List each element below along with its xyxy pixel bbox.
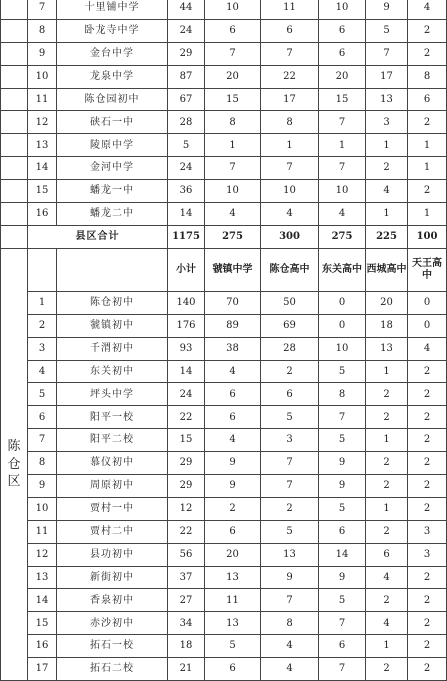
value-cell: 22 (261, 65, 319, 88)
value-cell: 2 (366, 475, 408, 498)
value-cell: 1 (366, 134, 408, 157)
value-cell: 4 (408, 0, 447, 19)
row-number-cell: 7 (28, 429, 57, 452)
row-number-cell: 4 (28, 360, 57, 383)
value-cell: 5 (319, 589, 366, 612)
total-label-cell: 县区合计 (28, 225, 168, 248)
blank-cell (1, 111, 28, 134)
value-cell: 1 (408, 134, 447, 157)
value-cell: 2 (366, 406, 408, 429)
value-cell: 1 (408, 203, 447, 226)
table-row (1, 429, 447, 452)
table-row (1, 452, 447, 475)
value-cell: 6 (205, 406, 261, 429)
value-cell: 17 (366, 65, 408, 88)
value-cell: 4 (366, 180, 408, 203)
school-name-cell: 陈仓初中 (57, 291, 168, 314)
value-cell: 15 (319, 88, 366, 111)
region-cell: 陈 仓 区 (1, 248, 28, 680)
value-cell: 37 (168, 566, 205, 589)
value-cell: 1 (408, 157, 447, 180)
school-name-cell: 蟠龙一中 (57, 180, 168, 203)
value-cell: 22 (168, 406, 205, 429)
value-cell: 4 (205, 203, 261, 226)
value-cell: 28 (168, 111, 205, 134)
value-cell: 2 (408, 429, 447, 452)
value-cell: 176 (168, 314, 205, 337)
value-cell: 14 (319, 543, 366, 566)
value-cell: 0 (319, 314, 366, 337)
table-row (1, 566, 447, 589)
table-row (1, 406, 447, 429)
value-cell: 7 (261, 42, 319, 65)
school-name-cell: 坪头中学 (57, 383, 168, 406)
value-cell: 2 (408, 475, 447, 498)
row-number-cell: 17 (28, 658, 57, 681)
value-cell: 5 (205, 635, 261, 658)
value-cell: 2 (408, 383, 447, 406)
value-cell: 2 (366, 383, 408, 406)
value-cell: 29 (168, 452, 205, 475)
value-cell: 13 (366, 88, 408, 111)
row-number-cell: 3 (28, 337, 57, 360)
blank-cell (1, 88, 28, 111)
total-value-cell: 100 (408, 225, 447, 248)
table-row (1, 157, 447, 180)
table-row (1, 88, 447, 111)
value-cell: 5 (366, 19, 408, 42)
school-name-cell: 县功初中 (57, 543, 168, 566)
value-cell: 8 (261, 612, 319, 635)
school-name-cell: 阳平二校 (57, 429, 168, 452)
value-cell: 14 (168, 360, 205, 383)
value-cell: 8 (319, 383, 366, 406)
value-cell: 27 (168, 589, 205, 612)
value-cell: 9 (319, 452, 366, 475)
school-name-cell: 拓石一校 (57, 635, 168, 658)
blank-cell (1, 203, 28, 226)
total-value-cell: 225 (366, 225, 408, 248)
total-row (1, 225, 447, 248)
value-cell: 0 (408, 291, 447, 314)
value-cell: 2 (408, 452, 447, 475)
total-value-cell: 275 (205, 225, 261, 248)
value-cell: 1 (366, 429, 408, 452)
school-name-cell: 十里铺中学 (57, 0, 168, 19)
value-cell: 1 (366, 497, 408, 520)
value-cell: 6 (366, 543, 408, 566)
row-number-cell: 8 (28, 452, 57, 475)
value-cell: 18 (366, 314, 408, 337)
row-number-cell: 8 (28, 19, 57, 42)
value-cell: 9 (205, 452, 261, 475)
value-cell: 6 (205, 383, 261, 406)
value-cell: 2 (408, 589, 447, 612)
value-cell: 13 (261, 543, 319, 566)
value-cell: 0 (319, 291, 366, 314)
value-cell: 5 (319, 360, 366, 383)
table-row (1, 111, 447, 134)
value-cell: 2 (408, 658, 447, 681)
value-cell: 5 (261, 520, 319, 543)
value-cell: 4 (205, 360, 261, 383)
column-header-cell: 西城高中 (366, 248, 408, 291)
value-cell: 7 (319, 658, 366, 681)
table-row (1, 203, 447, 226)
value-cell: 6 (205, 19, 261, 42)
row-number-cell: 5 (28, 383, 57, 406)
value-cell: 13 (205, 566, 261, 589)
blank-header-cell (57, 248, 168, 291)
value-cell: 9 (366, 0, 408, 19)
value-cell: 2 (261, 360, 319, 383)
school-name-cell: 新街初中 (57, 566, 168, 589)
value-cell: 24 (168, 383, 205, 406)
value-cell: 6 (205, 520, 261, 543)
value-cell: 22 (168, 520, 205, 543)
value-cell: 24 (168, 157, 205, 180)
value-cell: 10 (205, 0, 261, 19)
value-cell: 89 (205, 314, 261, 337)
column-header-cell: 陈仓高中 (261, 248, 319, 291)
row-number-cell: 13 (28, 134, 57, 157)
value-cell: 2 (408, 180, 447, 203)
value-cell: 2 (366, 658, 408, 681)
value-cell: 5 (261, 406, 319, 429)
value-cell: 44 (168, 0, 205, 19)
value-cell: 0 (408, 314, 447, 337)
row-number-cell: 12 (28, 543, 57, 566)
value-cell: 18 (168, 635, 205, 658)
column-header-cell: 东关高中 (319, 248, 366, 291)
row-number-cell: 16 (28, 635, 57, 658)
value-cell: 2 (408, 612, 447, 635)
value-cell: 93 (168, 337, 205, 360)
value-cell: 2 (408, 566, 447, 589)
value-cell: 36 (168, 180, 205, 203)
table-row (1, 612, 447, 635)
table-row (1, 42, 447, 65)
school-name-cell: 金台中学 (57, 42, 168, 65)
row-number-cell: 14 (28, 589, 57, 612)
value-cell: 4 (319, 203, 366, 226)
value-cell: 6 (319, 42, 366, 65)
value-cell: 20 (205, 543, 261, 566)
value-cell: 7 (366, 42, 408, 65)
value-cell: 4 (261, 203, 319, 226)
value-cell: 2 (408, 406, 447, 429)
value-cell: 24 (168, 19, 205, 42)
value-cell: 17 (261, 88, 319, 111)
value-cell: 4 (366, 566, 408, 589)
table-row (1, 589, 447, 612)
value-cell: 20 (366, 291, 408, 314)
column-header-cell: 天王高中 (408, 248, 447, 291)
row-number-cell: 14 (28, 157, 57, 180)
school-name-cell: 阳平一校 (57, 406, 168, 429)
table-row (1, 383, 447, 406)
value-cell: 69 (261, 314, 319, 337)
value-cell: 1 (319, 134, 366, 157)
total-value-cell: 300 (261, 225, 319, 248)
value-cell: 87 (168, 65, 205, 88)
value-cell: 20 (205, 65, 261, 88)
school-name-cell: 拓石二校 (57, 658, 168, 681)
value-cell: 1 (205, 134, 261, 157)
value-cell: 10 (205, 180, 261, 203)
table-row (1, 543, 447, 566)
value-cell: 34 (168, 612, 205, 635)
value-cell: 6 (408, 88, 447, 111)
header-row (1, 248, 447, 291)
total-value-cell: 1175 (168, 225, 205, 248)
value-cell: 10 (319, 180, 366, 203)
value-cell: 2 (408, 497, 447, 520)
table-row (1, 0, 447, 19)
blank-cell (1, 42, 28, 65)
value-cell: 11 (261, 0, 319, 19)
row-number-cell: 16 (28, 203, 57, 226)
table-row (1, 635, 447, 658)
row-number-cell: 1 (28, 291, 57, 314)
table-row (1, 497, 447, 520)
school-name-cell: 贾村一中 (57, 497, 168, 520)
value-cell: 1 (366, 360, 408, 383)
value-cell: 7 (319, 157, 366, 180)
value-cell: 3 (408, 520, 447, 543)
school-name-cell: 陈仓园初中 (57, 88, 168, 111)
table-row (1, 520, 447, 543)
blank-header-cell (28, 248, 57, 291)
value-cell: 6 (319, 635, 366, 658)
school-name-cell: 陵原中学 (57, 134, 168, 157)
blank-cell (1, 134, 28, 157)
value-cell: 21 (168, 658, 205, 681)
blank-cell (1, 180, 28, 203)
row-number-cell: 11 (28, 520, 57, 543)
school-name-cell: 蟠龙二中 (57, 203, 168, 226)
value-cell: 2 (408, 635, 447, 658)
school-name-cell: 周原初中 (57, 475, 168, 498)
value-cell: 7 (261, 157, 319, 180)
value-cell: 2 (408, 360, 447, 383)
school-name-cell: 赤沙初中 (57, 612, 168, 635)
value-cell: 13 (205, 612, 261, 635)
value-cell: 2 (408, 19, 447, 42)
value-cell: 9 (319, 475, 366, 498)
value-cell: 2 (408, 111, 447, 134)
table-row (1, 65, 447, 88)
value-cell: 56 (168, 543, 205, 566)
value-cell: 20 (319, 65, 366, 88)
row-number-cell: 6 (28, 406, 57, 429)
row-number-cell: 9 (28, 475, 57, 498)
value-cell: 38 (205, 337, 261, 360)
value-cell: 7 (261, 452, 319, 475)
value-cell: 8 (261, 111, 319, 134)
school-name-cell: 卧龙寺中学 (57, 19, 168, 42)
row-number-cell: 2 (28, 314, 57, 337)
value-cell: 7 (205, 157, 261, 180)
blank-cell (1, 19, 28, 42)
school-name-cell: 虢镇初中 (57, 314, 168, 337)
school-name-cell: 东关初中 (57, 360, 168, 383)
value-cell: 9 (319, 566, 366, 589)
row-number-cell: 15 (28, 612, 57, 635)
blank-cell (1, 157, 28, 180)
value-cell: 28 (261, 337, 319, 360)
value-cell: 10 (261, 180, 319, 203)
value-cell: 1 (366, 635, 408, 658)
value-cell: 2 (366, 589, 408, 612)
row-number-cell: 11 (28, 88, 57, 111)
row-number-cell: 7 (28, 0, 57, 19)
value-cell: 2 (408, 42, 447, 65)
table-row (1, 360, 447, 383)
school-name-cell: 贾村二中 (57, 520, 168, 543)
value-cell: 70 (205, 291, 261, 314)
school-name-cell: 慕仪初中 (57, 452, 168, 475)
value-cell: 10 (319, 0, 366, 19)
value-cell: 2 (205, 497, 261, 520)
value-cell: 29 (168, 475, 205, 498)
value-cell: 3 (408, 543, 447, 566)
school-name-cell: 千渭初中 (57, 337, 168, 360)
value-cell: 140 (168, 291, 205, 314)
value-cell: 2 (366, 452, 408, 475)
value-cell: 7 (205, 42, 261, 65)
value-cell: 4 (261, 658, 319, 681)
total-value-cell: 275 (319, 225, 366, 248)
blank-cell (1, 65, 28, 88)
value-cell: 5 (319, 429, 366, 452)
value-cell: 13 (366, 337, 408, 360)
value-cell: 10 (319, 337, 366, 360)
value-cell: 5 (319, 497, 366, 520)
value-cell: 11 (205, 589, 261, 612)
value-cell: 4 (366, 612, 408, 635)
blank-cell (1, 225, 28, 248)
row-number-cell: 9 (28, 42, 57, 65)
value-cell: 4 (205, 429, 261, 452)
row-number-cell: 12 (28, 111, 57, 134)
table-row (1, 180, 447, 203)
value-cell: 7 (261, 589, 319, 612)
value-cell: 2 (366, 520, 408, 543)
value-cell: 1 (366, 203, 408, 226)
school-name-cell: 硖石一中 (57, 111, 168, 134)
school-name-cell: 香泉初中 (57, 589, 168, 612)
value-cell: 6 (319, 520, 366, 543)
table-row (1, 475, 447, 498)
value-cell: 6 (261, 383, 319, 406)
row-number-cell: 10 (28, 65, 57, 88)
column-header-cell: 虢镇中学 (205, 248, 261, 291)
value-cell: 9 (205, 475, 261, 498)
blank-cell (1, 0, 28, 19)
table-row (1, 658, 447, 681)
value-cell: 3 (366, 111, 408, 134)
value-cell: 15 (168, 429, 205, 452)
value-cell: 2 (366, 157, 408, 180)
value-cell: 5 (168, 134, 205, 157)
value-cell: 7 (319, 612, 366, 635)
table-row (1, 314, 447, 337)
table-row (1, 19, 447, 42)
row-number-cell: 13 (28, 566, 57, 589)
value-cell: 6 (205, 658, 261, 681)
school-name-cell: 金河中学 (57, 157, 168, 180)
value-cell: 15 (205, 88, 261, 111)
value-cell: 14 (168, 203, 205, 226)
value-cell: 1 (261, 134, 319, 157)
value-cell: 12 (168, 497, 205, 520)
value-cell: 2 (261, 497, 319, 520)
value-cell: 67 (168, 88, 205, 111)
value-cell: 9 (261, 566, 319, 589)
value-cell: 4 (408, 337, 447, 360)
table-row (1, 337, 447, 360)
value-cell: 4 (261, 635, 319, 658)
row-number-cell: 15 (28, 180, 57, 203)
value-cell: 6 (319, 19, 366, 42)
value-cell: 6 (261, 19, 319, 42)
value-cell: 7 (319, 406, 366, 429)
value-cell: 8 (205, 111, 261, 134)
value-cell: 50 (261, 291, 319, 314)
value-cell: 8 (408, 65, 447, 88)
table-row (1, 291, 447, 314)
row-number-cell: 10 (28, 497, 57, 520)
column-header-cell: 小计 (168, 248, 205, 291)
value-cell: 29 (168, 42, 205, 65)
value-cell: 7 (261, 475, 319, 498)
school-name-cell: 龙泉中学 (57, 65, 168, 88)
value-cell: 3 (261, 429, 319, 452)
value-cell: 7 (319, 111, 366, 134)
table-row (1, 134, 447, 157)
